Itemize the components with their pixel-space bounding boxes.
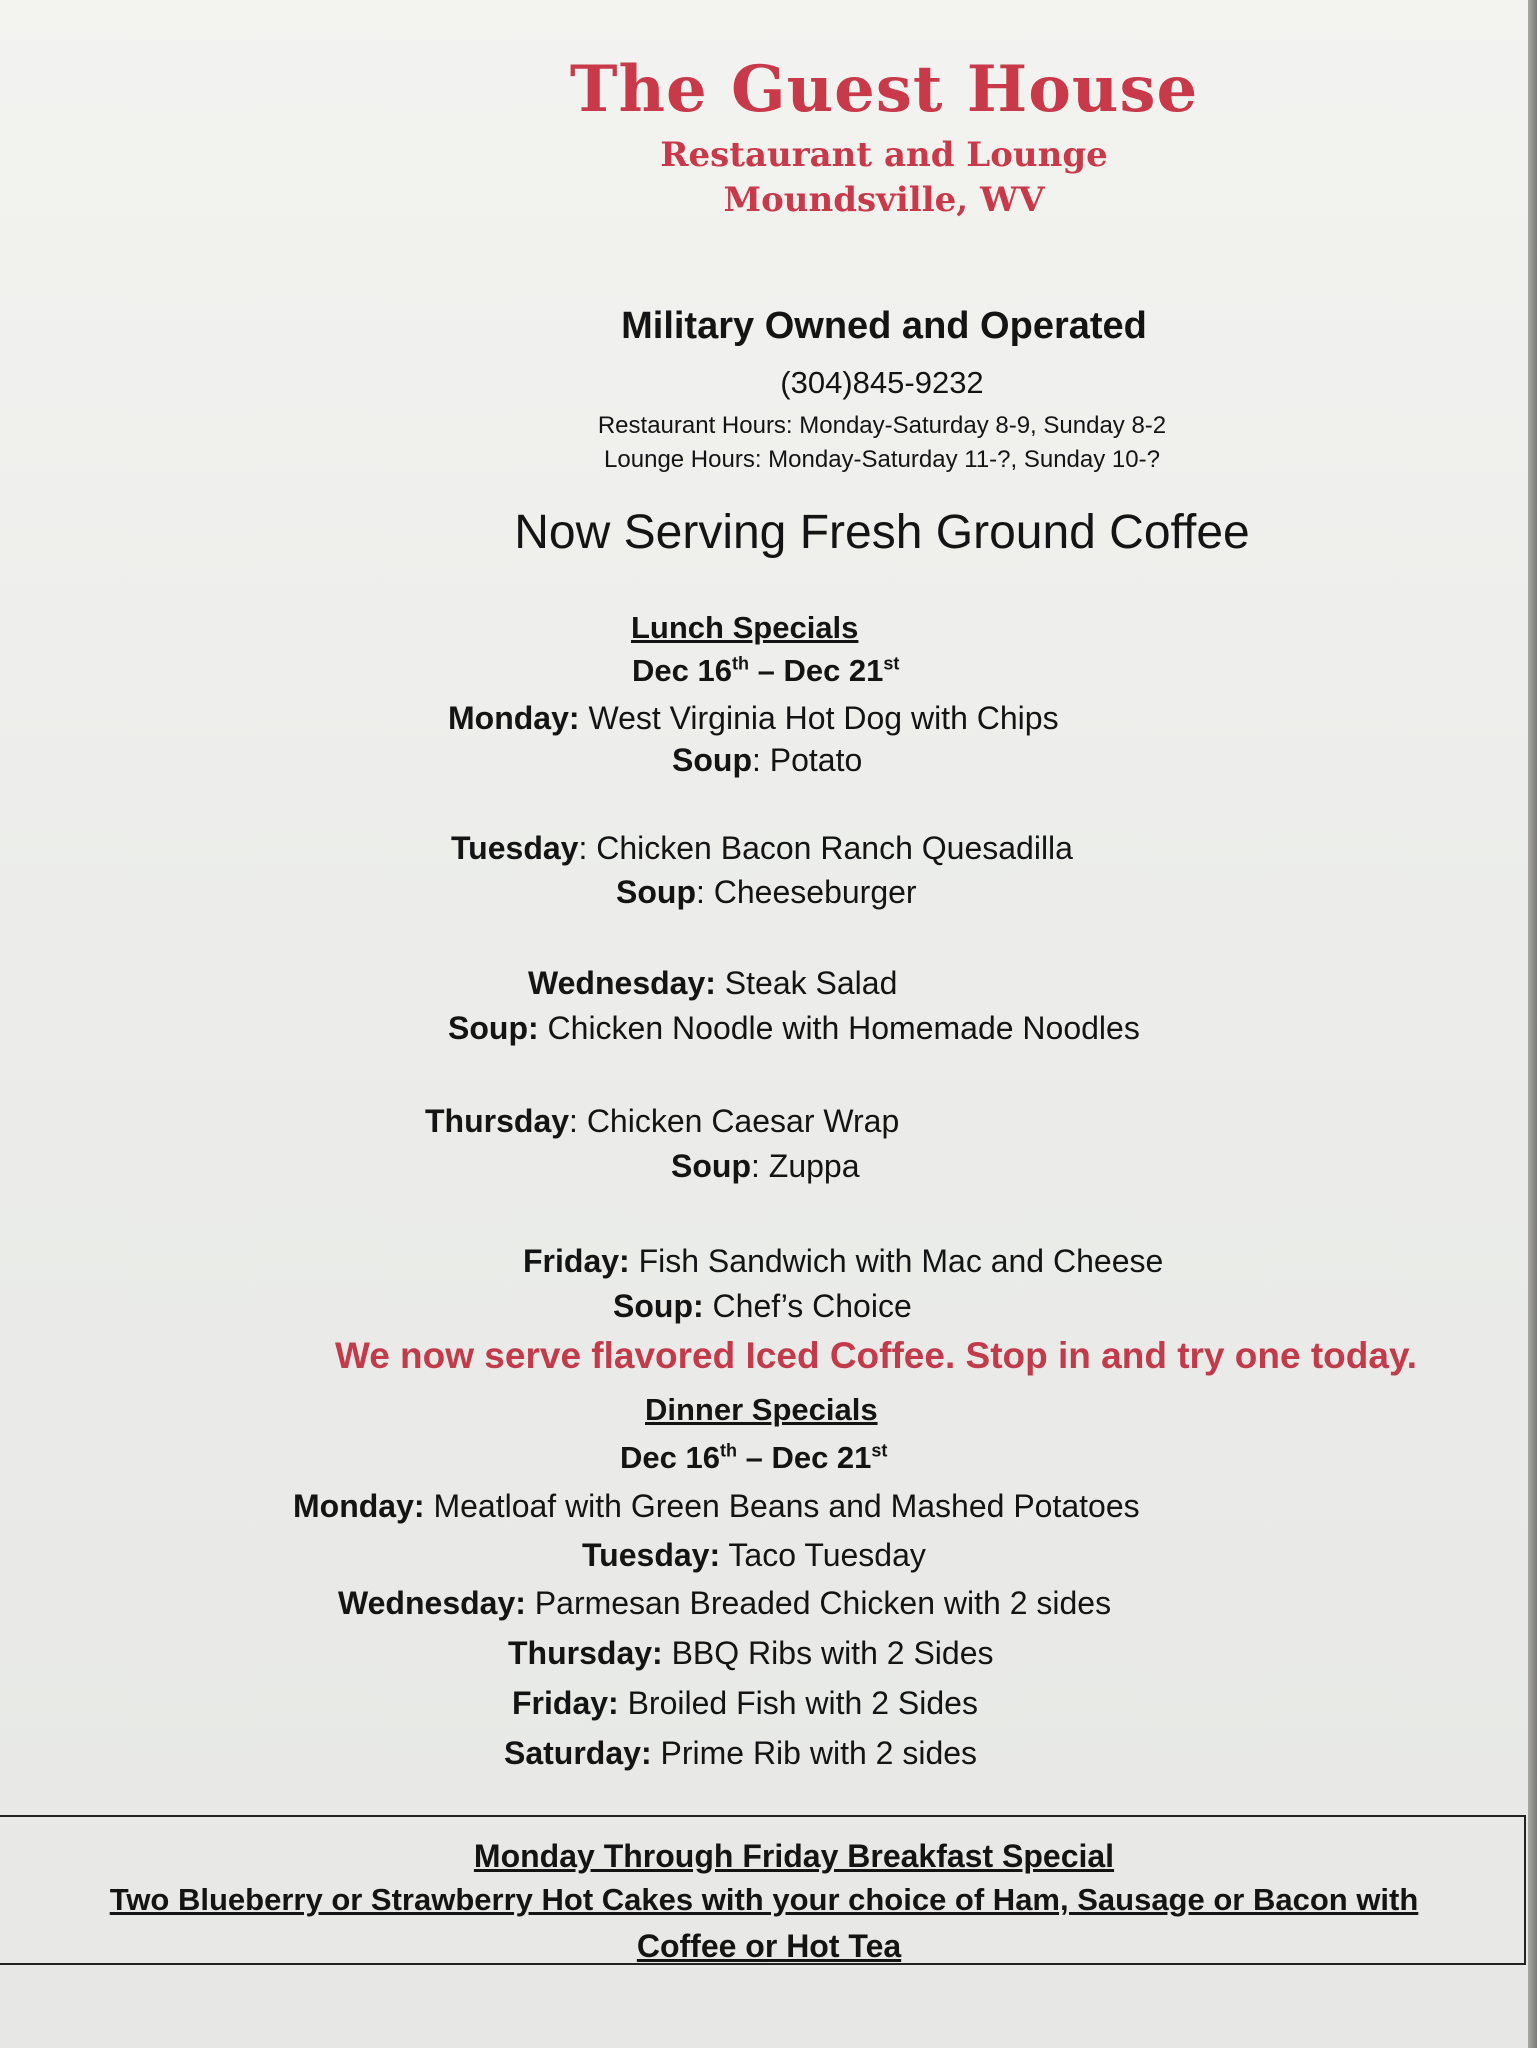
tagline: Military Owned and Operated: [621, 305, 1147, 347]
dinner-wednesday: Wednesday: Parmesan Breaded Chicken with 2 sides: [338, 1585, 1112, 1621]
lunch-date-range: Dec 16th – Dec 21st: [632, 653, 900, 688]
dinner-friday: Friday: Broiled Fish with 2 Sides: [512, 1685, 978, 1721]
dinner-date-range: Dec 16th – Dec 21st: [620, 1440, 888, 1475]
lunch-wednesday: Wednesday: Steak Salad: [528, 965, 898, 1001]
lunch-tuesday: Tuesday: Chicken Bacon Ranch Quesadilla: [451, 830, 1073, 866]
lunch-monday-soup: Soup: Potato: [672, 742, 863, 778]
restaurant-subtitle: Restaurant and Lounge: [660, 135, 1108, 175]
page-edge-shadow: [1528, 0, 1537, 2048]
lunch-friday-soup: Soup: Chef’s Choice: [613, 1288, 912, 1324]
breakfast-drinks: Coffee or Hot Tea: [636, 1928, 902, 1964]
dinner-thursday: Thursday: BBQ Ribs with 2 Sides: [508, 1635, 994, 1671]
dinner-saturday: Saturday: Prime Rib with 2 sides: [504, 1735, 978, 1771]
lunch-monday: Monday: West Virginia Hot Dog with Chips: [448, 700, 1059, 736]
restaurant-hours: Restaurant Hours: Monday-Saturday 8-9, Sunday 8-2: [597, 412, 1167, 439]
breakfast-description: Two Blueberry or Strawberry Hot Cakes with your choice of Ham, Sausage or Bacon with: [109, 1882, 1419, 1917]
dinner-specials-heading: Dinner Specials: [645, 1392, 878, 1427]
breakfast-heading: Monday Through Friday Breakfast Special: [473, 1838, 1115, 1874]
lounge-hours: Lounge Hours: Monday-Saturday 11-?, Sunday 10-?: [604, 446, 1160, 473]
iced-coffee-promo: We now serve flavored Iced Coffee. Stop in and try one today.: [334, 1335, 1418, 1376]
phone-number: (304)845-9232: [780, 365, 984, 400]
lunch-friday: Friday: Fish Sandwich with Mac and Cheese: [523, 1243, 1164, 1279]
lunch-thursday: Thursday: Chicken Caesar Wrap: [425, 1103, 900, 1139]
restaurant-name: The Guest House: [569, 52, 1199, 127]
lunch-specials-heading: Lunch Specials: [631, 610, 859, 645]
dinner-tuesday: Tuesday: Taco Tuesday: [582, 1537, 926, 1573]
dinner-monday: Monday: Meatloaf with Green Beans and Mashed Potatoes: [293, 1488, 1140, 1524]
lunch-tuesday-soup: Soup: Cheeseburger: [616, 874, 917, 910]
coffee-banner: Now Serving Fresh Ground Coffee: [514, 506, 1250, 559]
lunch-thursday-soup: Soup: Zuppa: [671, 1148, 860, 1184]
lunch-wednesday-soup: Soup: Chicken Noodle with Homemade Noodles: [448, 1010, 1140, 1046]
restaurant-location: Moundsville, WV: [723, 180, 1045, 220]
